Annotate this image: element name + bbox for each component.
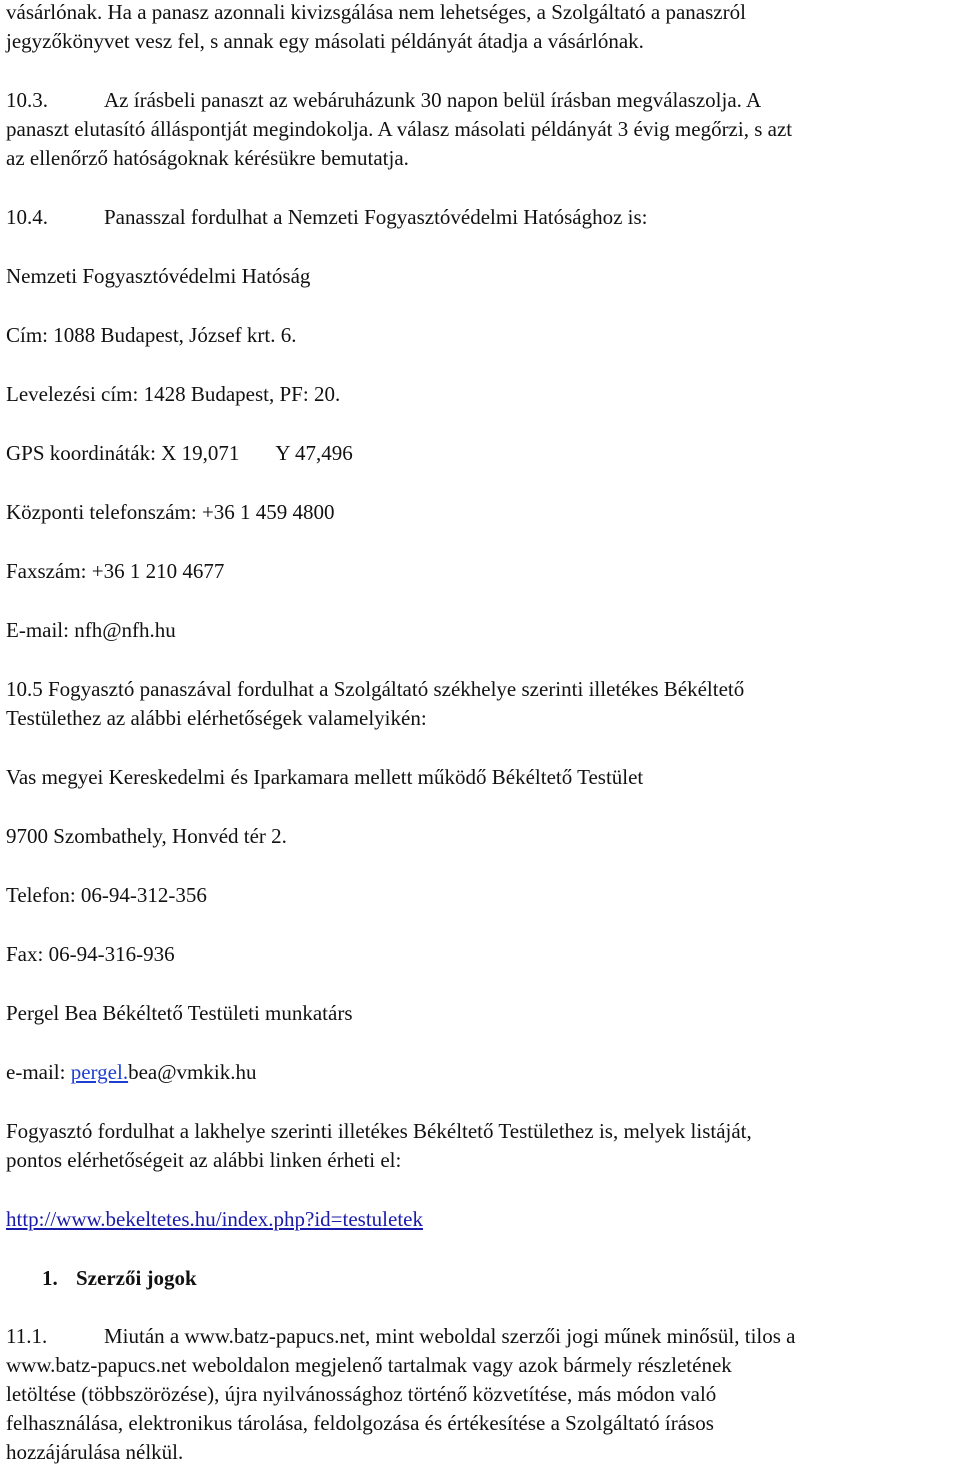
paragraph-line: az ellenőrző hatóságoknak kérésükre bemutatja. [6, 146, 409, 170]
paragraph-line: www.batz-papucs.net weboldalon megjelenő tartalmak vagy azok bármely részletének [6, 1353, 732, 1377]
section-number: 11.1. [6, 1324, 48, 1348]
email-link[interactable]: pergel. [70, 1060, 129, 1084]
authority-address: Cím: 1088 Budapest, József krt. 6. [6, 323, 297, 347]
paragraph-line: vásárlónak. Ha a panasz azonnali kivizsgálása nem lehetséges, a Szolgáltató a panaszról [6, 0, 746, 24]
paragraph-line: 10.5 Fogyasztó panaszával fordulhat a Szolgáltató székhelye szerinti illetékes Békéltető [6, 677, 745, 701]
email-label: e-mail: [6, 1060, 71, 1084]
paragraph-text: Panasszal fordulhat a Nemzeti Fogyasztóvédelmi Hatósághoz is: [104, 205, 648, 229]
email-rest: bea@vmkik.hu [128, 1060, 257, 1084]
paragraph-line: Fogyasztó fordulhat a lakhelye szerinti illetékes Békéltető Testülethez is, melyek listáját, [6, 1119, 752, 1143]
gps-y: Y 47,496 [275, 441, 353, 465]
authority-name: Nemzeti Fogyasztóvédelmi Hatóság [6, 264, 311, 288]
board-name: Vas megyei Kereskedelmi és Iparkamara mellett működő Békéltető Testület [6, 765, 644, 789]
paragraph-line: pontos elérhetőségeit az alábbi linken érheti el: [6, 1148, 402, 1172]
authority-gps [6, 439, 353, 467]
section-number: 10.4. [6, 205, 48, 229]
authority-fax: Faxszám: +36 1 210 4677 [6, 559, 225, 583]
paragraph-line: hozzájárulása nélkül. [6, 1440, 184, 1464]
section-heading [42, 1264, 197, 1292]
gps-x: GPS koordináták: X 19,071 [6, 441, 240, 465]
heading-number: 1. [42, 1266, 58, 1290]
board-email [6, 1058, 256, 1086]
board-contact: Pergel Bea Békéltető Testületi munkatárs [6, 1001, 353, 1025]
section-10-4-line [6, 203, 648, 231]
authority-postal-address: Levelezési cím: 1428 Budapest, PF: 20. [6, 382, 341, 406]
board-address: 9700 Szombathely, Honvéd tér 2. [6, 824, 287, 848]
paragraph-line: jegyzőkönyvet vesz fel, s annak egy másolati példányát átadja a vásárlónak. [6, 29, 644, 53]
paragraph-line: letöltése (többszörözése), újra nyilvánossághoz történő közvetítése, más módon való [6, 1382, 717, 1406]
heading-title: Szerzői jogok [76, 1266, 197, 1290]
paragraph-line: felhasználása, elektronikus tárolása, feldolgozása és értékesítése a Szolgáltató írásos [6, 1411, 714, 1435]
paragraph-text: Miután a www.batz-papucs.net, mint weboldal szerzői jogi műnek minősül, tilos a [104, 1324, 796, 1348]
paragraph-text: Az írásbeli panaszt az webáruházunk 30 napon belül írásban megválaszolja. A [104, 88, 762, 112]
section-10-3-line [6, 86, 761, 114]
bekeltetes-link[interactable]: http://www.bekeltetes.hu/index.php?id=testuletek [6, 1207, 423, 1231]
paragraph-line: panaszt elutasító álláspontját megindokolja. A válasz másolati példányát 3 évig megőrzi, s azt [6, 117, 793, 141]
paragraph-line: Testülethez az alábbi elérhetőségek valamelyikén: [6, 706, 427, 730]
residence-url-line [6, 1205, 423, 1233]
section-11-1-line [6, 1322, 796, 1350]
board-phone: Telefon: 06-94-312-356 [6, 883, 207, 907]
section-number: 10.3. [6, 88, 48, 112]
authority-email: E-mail: nfh@nfh.hu [6, 618, 176, 642]
authority-phone: Központi telefonszám: +36 1 459 4800 [6, 500, 335, 524]
board-fax: Fax: 06-94-316-936 [6, 942, 175, 966]
